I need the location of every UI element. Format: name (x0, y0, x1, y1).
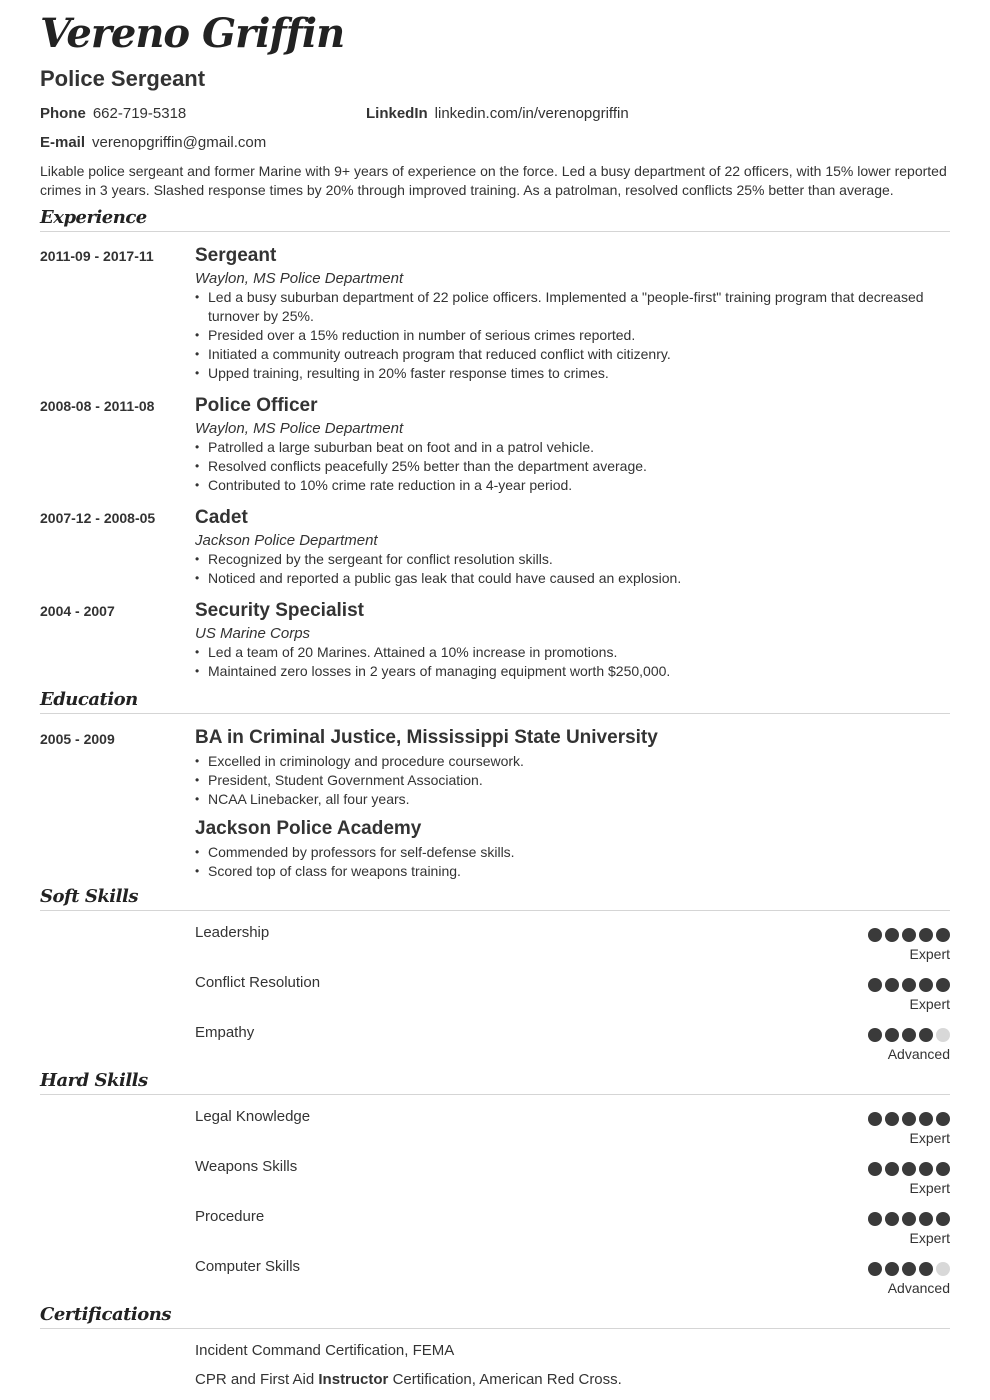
rating-dot-filled (868, 1262, 882, 1276)
education-detail-item: • Commended by professors for self-defense skills. (195, 843, 950, 862)
education-detail-item: • NCAA Linebacker, all four years. (195, 790, 950, 809)
achievement-item: • Recognized by the sergeant for conflict resolution skills. (195, 550, 950, 569)
achievement-item: • Contributed to 10% crime rate reduction in a 4-year period. (195, 476, 950, 495)
email-value: verenopgriffin@gmail.com (92, 134, 267, 151)
skill-name: Computer Skills (195, 1258, 301, 1275)
education-detail-item: • Excelled in criminology and procedure coursework. (195, 752, 950, 771)
certification-text: CPR and First Aid (195, 1371, 319, 1388)
achievement-item: • Noticed and reported a public gas leak that could have caused an explosion. (195, 569, 950, 588)
rating-dot-filled (936, 1162, 950, 1176)
education-entry (195, 817, 950, 881)
soft-skills-heading: Soft Skills (40, 886, 950, 911)
rating-dot-filled (919, 1212, 933, 1226)
achievement-item: • Maintained zero losses in 2 years of managing equipment worth $250,000. (195, 662, 950, 681)
experience-entry (195, 506, 950, 588)
achievement-list (195, 288, 950, 383)
skill-rating (868, 1028, 950, 1042)
rating-dot-filled (936, 1212, 950, 1226)
skill-level: Advanced (887, 1046, 950, 1062)
rating-dot-filled (885, 1162, 899, 1176)
rating-dot-empty (936, 1028, 950, 1042)
role-title: Security Specialist (195, 600, 364, 621)
rating-dot-filled (902, 1212, 916, 1226)
skill-name: Legal Knowledge (195, 1108, 311, 1125)
rating-dot-filled (902, 1262, 916, 1276)
rating-dot-filled (919, 1028, 933, 1042)
rating-dot-filled (902, 1162, 916, 1176)
skill-rating (868, 1262, 950, 1276)
role-title: Sergeant (195, 245, 277, 266)
rating-dot-filled (902, 1112, 916, 1126)
phone-contact (40, 105, 186, 122)
skill-rating (868, 1162, 950, 1176)
achievement-list (195, 550, 950, 588)
organization: US Marine Corps (195, 625, 311, 642)
rating-dot-filled (936, 978, 950, 992)
rating-dot-filled (936, 928, 950, 942)
rating-dot-filled (919, 1112, 933, 1126)
achievement-list (195, 643, 950, 681)
certification-item (195, 1371, 622, 1388)
skill-rating (868, 928, 950, 942)
skill-name: Procedure (195, 1208, 265, 1225)
education-detail-item: • President, Student Government Association. (195, 771, 950, 790)
linkedin-contact (366, 105, 629, 122)
achievement-item: • Led a busy suburban department of 22 police officers. Implemented a "people-first" training program that decreased turnover by 25%. (195, 288, 950, 326)
summary: Likable police sergeant and former Marine with 9+ years of experience on the force. Led a busy department of 22 officers, with 15% lower reported crimes in 3 years. Slashed response times by 20% through improved training. As a patrolman, resolved conflicts 25% better than average. (40, 163, 947, 198)
achievement-list (195, 438, 950, 495)
job-title: Police Sergeant (40, 66, 206, 91)
rating-dot-filled (885, 1262, 899, 1276)
rating-dot-filled (868, 928, 882, 942)
experience-entry (195, 599, 950, 681)
rating-dot-filled (919, 1162, 933, 1176)
rating-dot-filled (919, 978, 933, 992)
rating-dot-filled (902, 978, 916, 992)
certification-text: Incident Command Certification, FEMA (195, 1342, 455, 1359)
role-title: Police Officer (195, 395, 318, 416)
email-contact (40, 134, 266, 151)
experience-entry (195, 394, 950, 495)
education-heading: Education (40, 689, 950, 714)
organization: Waylon, MS Police Department (195, 270, 404, 287)
rating-dot-empty (936, 1262, 950, 1276)
organization: Jackson Police Department (195, 532, 378, 549)
skill-rating (868, 978, 950, 992)
rating-dot-filled (868, 1212, 882, 1226)
skill-level: Expert (909, 1130, 950, 1146)
skill-name: Conflict Resolution (195, 974, 321, 991)
rating-dot-filled (885, 1212, 899, 1226)
certifications-heading: Certifications (40, 1304, 950, 1329)
phone-label: Phone (40, 105, 86, 122)
achievement-item: • Upped training, resulting in 20% faster response times to crimes. (195, 364, 950, 383)
achievement-item: • Patrolled a large suburban beat on foot and in a patrol vehicle. (195, 438, 950, 457)
rating-dot-filled (868, 978, 882, 992)
rating-dot-filled (868, 1162, 882, 1176)
rating-dot-filled (868, 1028, 882, 1042)
skill-level: Expert (909, 1230, 950, 1246)
skill-name: Weapons Skills (195, 1158, 298, 1175)
rating-dot-filled (902, 1028, 916, 1042)
achievement-item: • Presided over a 15% reduction in number of serious crimes reported. (195, 326, 950, 345)
experience-dates: 2007-12 - 2008-05 (40, 510, 156, 526)
skill-level: Advanced (887, 1280, 950, 1296)
education-detail-list (195, 752, 950, 809)
certification-item (195, 1342, 454, 1359)
rating-dot-filled (885, 978, 899, 992)
experience-dates: 2008-08 - 2011-08 (40, 398, 155, 414)
organization: Waylon, MS Police Department (195, 420, 404, 437)
skill-level: Expert (909, 1180, 950, 1196)
candidate-name: Vereno Griffin (40, 10, 345, 57)
degree-title: BA in Criminal Justice, Mississippi State University (195, 727, 658, 748)
experience-dates: 2004 - 2007 (40, 603, 115, 619)
rating-dot-filled (868, 1112, 882, 1126)
hard-skills-heading: Hard Skills (40, 1070, 950, 1095)
education-detail-item: • Scored top of class for weapons training. (195, 862, 950, 881)
rating-dot-filled (885, 928, 899, 942)
rating-dot-filled (919, 1262, 933, 1276)
experience-heading: Experience (40, 207, 950, 232)
rating-dot-filled (936, 1112, 950, 1126)
achievement-item: • Resolved conflicts peacefully 25% better than the department average. (195, 457, 950, 476)
linkedin-value: linkedin.com/in/verenopgriffin (434, 105, 629, 122)
experience-dates: 2011-09 - 2017-11 (40, 248, 154, 264)
linkedin-label: LinkedIn (366, 105, 428, 122)
skill-rating (868, 1212, 950, 1226)
education-detail-list (195, 843, 950, 881)
education-entry (195, 726, 950, 809)
phone-value: 662-719-5318 (92, 105, 187, 122)
degree-title: Jackson Police Academy (195, 818, 422, 839)
experience-entry (195, 244, 950, 383)
certification-text: Certification, American Red Cross. (388, 1371, 622, 1388)
achievement-item: • Led a team of 20 Marines. Attained a 10% increase in promotions. (195, 643, 950, 662)
skill-name: Empathy (195, 1024, 255, 1041)
skill-rating (868, 1112, 950, 1126)
rating-dot-filled (885, 1112, 899, 1126)
certification-emphasis: Instructor (318, 1371, 389, 1388)
skill-level: Expert (909, 946, 950, 962)
education-dates: 2005 - 2009 (40, 731, 115, 747)
rating-dot-filled (919, 928, 933, 942)
role-title: Cadet (195, 507, 248, 528)
skill-name: Leadership (195, 924, 270, 941)
rating-dot-filled (885, 1028, 899, 1042)
skill-level: Expert (909, 996, 950, 1012)
achievement-item: • Initiated a community outreach program that reduced conflict with citizenry. (195, 345, 950, 364)
email-label: E-mail (40, 134, 86, 151)
rating-dot-filled (902, 928, 916, 942)
